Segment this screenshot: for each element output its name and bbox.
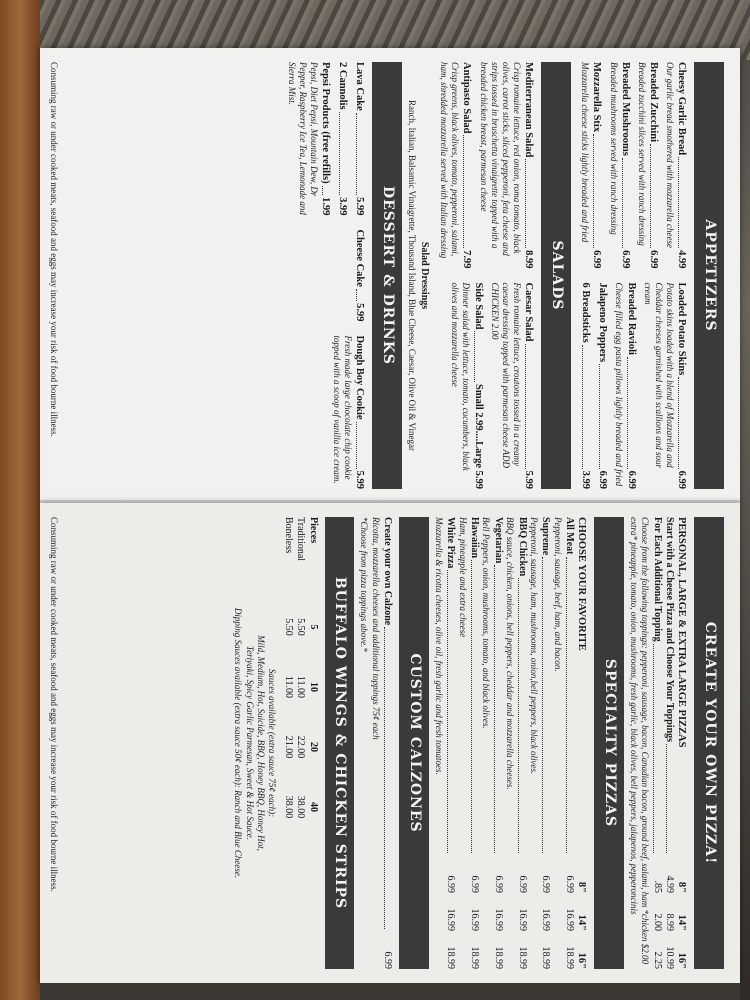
calzone-desc: Ricotta, mozzarella cheeses and additional toppings 75¢ each [370, 517, 381, 740]
menu-item-title [353, 229, 366, 321]
wings-label: Boneless [282, 517, 294, 554]
sauces-line-3: Teriyaki, Spicy Garlic Parmesan, Sweet & Hot Sauce. [244, 645, 255, 841]
salads-banner: SALADS [542, 62, 572, 489]
menu-item-name: Cheese Cake [354, 229, 366, 287]
menu-item-price: 5.99 [354, 303, 366, 322]
menu-item-title [522, 283, 535, 490]
menu-item-name: Mediterranean Salad [523, 62, 535, 158]
menu-item-description: Potato skins loaded with a blend of Mozzarella and Cheddar cheeses garnished with scallions and sour cream [642, 282, 676, 468]
price-cell: 5.50 [295, 618, 307, 636]
menu-item-title [596, 283, 609, 490]
menu-item [285, 62, 332, 215]
specialty-name: Vegetarian [493, 517, 504, 564]
menu-item [613, 283, 637, 490]
price-cell: 6.99 [540, 875, 552, 893]
menu-item-description: Fresh made large chocolate chip cookie topped with a scoop of vanilla ice cream. [332, 335, 354, 484]
price-cell: .85 [651, 880, 663, 893]
dressings-title: Salad Dressings [418, 241, 430, 310]
price-cell: 10.99 [664, 946, 676, 969]
menu-item-name: Loaded Potato Skins [676, 282, 688, 376]
dot-leader [599, 364, 609, 468]
menu-item [336, 62, 349, 215]
price-cell: 8.99 [664, 913, 676, 931]
wings-list [281, 517, 306, 969]
dot-leader [678, 377, 688, 468]
menu-item-title [319, 62, 332, 215]
dot-leader [518, 578, 528, 853]
menu-item-price: 6.99 [597, 470, 609, 489]
wings-banner: BUFFALO WINGS & CHICKEN STRIPS [325, 517, 355, 969]
specialty-description: Pepperoni, sausage, ham, mushrooms, onion,bell peppers, black olives. [529, 517, 539, 775]
menu-item [331, 336, 367, 489]
dot-leader [542, 557, 552, 853]
price-cell: 18.99 [516, 946, 528, 969]
dressings-text: Ranch, Italian, Balsamic Vinaigrette, Thousand Island, Blue Cheese, Caesar, Olive Oil & Vinegar [407, 100, 418, 451]
specialty-description: Pepperoni, sausage, beef, ham, and bacon. [552, 517, 563, 672]
dot-leader [447, 570, 457, 853]
menu-item [636, 62, 660, 269]
calzone-note: *Choose from pizza toppings above.* [359, 517, 370, 652]
specialty-header-row: CHOOSE YOUR FAVORITE 8" 14" 16" [576, 517, 588, 969]
menu-item-title [675, 283, 688, 490]
menu-item-description: Mozzarella cheese sticks lightly breaded and fried [580, 62, 591, 243]
menu-item-name: Pepsi Products (free refills) [320, 62, 332, 184]
dot-leader [356, 113, 366, 195]
dot-leader [653, 644, 663, 853]
dessert-banner: DESSERT & DRINKS [373, 62, 403, 489]
create-rows [650, 517, 675, 969]
menu-item-title [460, 62, 473, 269]
specialty-description: Mozzarella & ricotta cheeses, olive oil, fresh garlic and fresh tomatoes. [434, 517, 444, 775]
menu-item-title [522, 62, 535, 269]
specialty-name: White Pizza [445, 517, 457, 569]
menu-item-name: Mozzarella Stix [591, 62, 603, 133]
menu-item-price: 3.99 [580, 470, 592, 489]
menu-item-name: Breaded Zucchini [648, 62, 660, 143]
menu-item-name: Breaded Ravioli [625, 282, 637, 355]
create-price-row [663, 517, 676, 969]
dot-leader [475, 331, 485, 382]
menu-item [607, 62, 631, 269]
wings-row [294, 517, 307, 969]
menu-item-price: 6.99 [625, 470, 637, 489]
calzone-banner: CUSTOM CALZONES [399, 517, 429, 969]
price-cell: 16.99 [445, 908, 457, 931]
dot-leader [322, 186, 332, 195]
price-cell: 16.99 [516, 908, 528, 931]
appetizers-right-column [575, 283, 689, 490]
menu-item-description: Breaded mushrooms served with ranch dressing [608, 62, 619, 235]
table-surface-bottom [40, 983, 740, 1000]
specialty-name: All Meat [564, 517, 576, 555]
menu-item-description: Pepsi, Diet Pepsi, Mountain Dew, Dr Pepper, Raspberry Ice Tea, Lemonade and Sierra Mist. [286, 62, 320, 215]
price-cell: 18.99 [540, 946, 552, 969]
wings-header-row: Pieces 5 10 20 40 [307, 517, 319, 812]
menu-item-title [619, 62, 632, 269]
menu-item [353, 62, 366, 215]
specialty-row [468, 517, 481, 969]
specialty-description: BBQ sauce, chicken, onions, bell peppers, cheddar and mozzarella cheeses. [505, 517, 516, 790]
specialty-row [444, 517, 457, 969]
menu-item-name: Cheesy Garlic Bread [676, 62, 688, 156]
dot-leader [525, 344, 535, 469]
calzone-row: Create your own Calzone 6.99 [382, 517, 394, 969]
menu-item-name: Lava Cake [354, 62, 366, 111]
dot-leader [339, 112, 349, 196]
menu-item [579, 62, 603, 269]
dot-leader [582, 345, 592, 469]
dessert-mid-column [281, 229, 366, 321]
menu-item-name: Breaded Mushrooms [619, 62, 631, 156]
menu-item-name: Dough Boy Cookie [354, 335, 366, 420]
menu-item-name: 6 Breadsticks [580, 282, 592, 343]
menu-page-appetizers [40, 48, 740, 503]
menu-item-description: Cheese filled egg pasta pillows lightly breaded and fried [614, 282, 625, 487]
menu-item-description: Crisp greens, black olives, tomato, pepperoni, salami, ham, shredded mozzarella served with Italian dressing [439, 62, 461, 259]
menu-item [664, 62, 688, 269]
specialty-banner: SPECIALTY PIZZAS [594, 517, 624, 969]
right-footer-disclaimer: Consuming raw or under cooked meats, seafood and eggs may increase your risk of food bourne illness. [49, 517, 60, 892]
menu-item-price: 1.99 [320, 197, 332, 216]
sauces-line-2: Mild, Medium, Hot, Suicide, BBQ, Honey BBQ, Honey Hot, [256, 635, 266, 851]
menu-item [489, 283, 536, 490]
menu-item-price: 6.99 [676, 470, 688, 489]
wings-row [281, 517, 294, 969]
menu-item-price: 4.99 [676, 250, 688, 269]
menu-item-title [353, 62, 366, 215]
menu-item-name: 2 Cannolis [337, 62, 349, 110]
menu-item-title [353, 336, 366, 489]
price-cell: 16.99 [564, 908, 576, 931]
specialty-row [515, 517, 528, 969]
menu-item-description: Crisp romaine lettuce, red onion, roma tomato, black olives, carrot sticks, sliced pepperoni, feta cheese and strips tossed in bruschetta vinaigrette topped with a breaded chicken breast, parmesan cheese [478, 62, 523, 256]
appetizers-banner: APPETIZERS [695, 62, 725, 489]
wings-label: Traditional [295, 517, 307, 562]
menu-item-description: Our garlic bread smothered with mozzarella cheese [665, 62, 676, 248]
price-cell: 18.99 [469, 946, 481, 969]
menu-item-price: 6.99 [648, 250, 660, 269]
menu-item-price: 8.99 [523, 250, 535, 269]
menu-item-title [579, 283, 592, 490]
menu-item-price: 5.99 [354, 470, 366, 490]
dessert-left-column [281, 62, 366, 215]
create-row-label: For Each Additional Topping [651, 517, 663, 642]
specialty-name: Supreme [540, 517, 552, 556]
create-pizza-banner: CREATE YOUR OWN PIZZA! [695, 517, 725, 969]
menu-item [438, 62, 474, 269]
price-cell: 38.00 [282, 795, 294, 819]
menu-item-price: 6.99 [591, 250, 603, 269]
menu-item-title [336, 62, 349, 215]
menu-item [477, 62, 535, 269]
wood-table-edge [0, 0, 40, 1000]
price-cell: 6.99 [445, 875, 457, 893]
menu-item-title [647, 62, 660, 269]
create-header-row: PERSONAL, LARGE & EXTRA LARGE PIZZAS 8" 14" 16" [676, 517, 688, 969]
menu-item-price: 5.99 [354, 197, 366, 216]
menu-item-title [590, 62, 603, 269]
price-cell: 4.99 [664, 875, 676, 893]
price-cell: 18.99 [445, 946, 457, 969]
menu-item-price: 6.99 [619, 250, 631, 269]
menu-item-description: Dinner salad with lettuce, tomato, cucumbers, black olives and mozzarella cheese [450, 282, 472, 471]
menu-item-name: Jalapeno Poppers [597, 282, 609, 363]
dot-leader [628, 357, 638, 469]
menu-item-description: Fresh romaine lettuce, croutons tossed in a creamy caesar dressing topped with parmesan cheese ADD CHICKEN 2.00 [489, 282, 523, 468]
dessert-right-column [281, 336, 366, 489]
specialty-row [563, 517, 576, 969]
dot-leader [471, 560, 481, 853]
specialty-list [433, 517, 576, 969]
toppings-description: Choose from the following toppings: pepperoni, sausage, bacon, Canadian bacon, ground beef, salami, ham *chicken $2.00 extra* pineapple, tomato, onion, mushrooms, fresh garlic, black olives, bell peppers, jalapenos, pepperoncinis [629, 517, 651, 964]
left-footer-disclaimer: Consuming raw or under cooked meats, seafood and eggs may increase your risk of food bourne illness. [49, 62, 60, 437]
menu-item-name: Caesar Salad [523, 282, 535, 342]
price-cell: 11.00 [295, 675, 307, 699]
price-cell: 16.99 [540, 908, 552, 931]
menu-item [579, 283, 592, 490]
sauces-line-4: Dipping Sauces available (extra sauce 50¢ each): Ranch and Blue Cheese. [233, 607, 244, 879]
price-cell: 11.00 [282, 675, 294, 699]
dot-leader [356, 422, 366, 469]
menu-item [642, 283, 689, 490]
price-cell: 16.99 [469, 908, 481, 931]
menu-item-name: Antipasto Salad [461, 62, 473, 134]
specialty-name: Hawaiian [469, 517, 481, 559]
price-cell: 6.99 [564, 875, 576, 893]
menu-item [353, 229, 366, 321]
menu-item [596, 283, 609, 490]
sauces-line-1: Sauces available (extra sauce 75¢ each): [267, 668, 278, 818]
dot-leader [356, 289, 366, 301]
menu-item-price: 5.99 [523, 470, 535, 489]
menu-item-name: Side Salad [472, 282, 484, 330]
menu-item-description: Breaded zucchini slices served with ranch dressing [637, 62, 647, 246]
menu-item-title [472, 283, 485, 490]
specialty-description: Ham, pineapple and extra cheese [457, 517, 468, 638]
salads-left-column [434, 62, 536, 269]
menu-item-title [675, 62, 688, 269]
dot-leader [593, 134, 603, 248]
price-cell: 38.00 [295, 795, 307, 819]
specialty-name: BBQ Chicken [516, 517, 528, 577]
dot-leader [463, 135, 473, 248]
dot-leader [495, 565, 505, 853]
create-row-label: Start with a Cheese Pizza and Choose Your Toppings [664, 517, 676, 743]
menu-item-price: 7.99 [461, 250, 473, 269]
menu-item-price: Small 2.99....Large 5.99 [472, 384, 484, 489]
menu-item-title [625, 283, 638, 490]
price-cell: 2.00 [651, 913, 663, 931]
price-cell: 16.99 [493, 908, 504, 931]
price-cell: 21.00 [282, 735, 294, 759]
menu-item-price: 3.99 [337, 197, 349, 216]
price-cell: 18.99 [564, 946, 576, 969]
dot-leader [678, 157, 688, 248]
price-cell: 22.00 [295, 735, 307, 759]
price-cell: 6.99 [469, 875, 481, 893]
create-price-row [650, 517, 663, 969]
price-cell: 6.99 [493, 875, 504, 893]
dot-leader [622, 158, 632, 248]
dot-leader [525, 159, 535, 248]
specialty-row [492, 517, 505, 969]
specialty-row [539, 517, 552, 969]
menu-page-pizzas [40, 503, 740, 983]
price-cell: 6.99 [516, 875, 528, 893]
price-cell: 18.99 [493, 946, 504, 969]
salads-right-column [434, 283, 536, 490]
price-cell: 5.50 [282, 618, 294, 636]
menu-item [449, 283, 485, 490]
dot-leader [566, 557, 576, 854]
dot-leader [650, 144, 660, 248]
specialty-description: Bell Peppers, onion, mushrooms, tomato, and black olives. [481, 517, 492, 729]
appetizers-left-column [575, 62, 689, 269]
dot-leader [666, 744, 676, 853]
price-cell: 2.25 [651, 951, 663, 969]
